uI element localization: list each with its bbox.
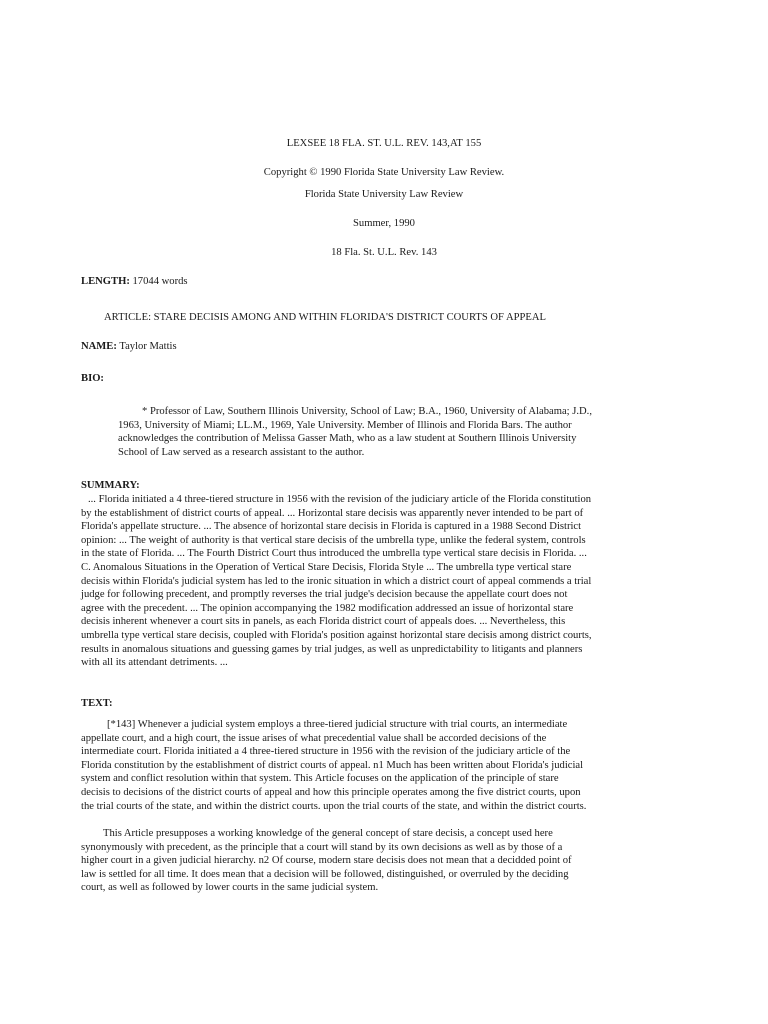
- bio-line: acknowledges the contribution of Melissa Gasser Math, who as a law student at Southern Illinois University: [118, 433, 577, 445]
- text-line: [*143] Whenever a judicial system employs a three-tiered judicial structure with trial courts, an intermediate: [107, 719, 568, 730]
- text-line: the trial courts of the state, and within the district courts. upon the trial courts of the state, and within the district courts.: [81, 800, 587, 812]
- text-line: court, as well as followed by lower courts in the same judicial system.: [81, 882, 379, 894]
- text-line: decisis to decisions of the district courts of appeal and how this principle operates among the five district courts, upon: [81, 786, 581, 798]
- text-label: TEXT:: [81, 698, 113, 709]
- summary-line: judge for following precedent, and promptly reverses the trial judge's decision because the appellate court does not: [81, 589, 568, 601]
- volume-citation: 18 Fla. St. U.L. Rev. 143: [331, 247, 437, 258]
- text-line: synonymously with precedent, as the principle that a court will stand by its own decisions as well as by those of a: [81, 841, 563, 853]
- text-line: Florida constitution by the establishment of district courts of appeal. n1 Much has been written about Florida's judicial: [81, 759, 584, 771]
- text-line: system and conflict resolution within that system. This Article focuses on the application of the principle of stare: [81, 773, 559, 785]
- bio-label: BIO:: [81, 373, 104, 384]
- bio-line: * Professor of Law, Southern Illinois University, School of Law; B.A., 1960, University of Alabama; J.D.,: [142, 406, 592, 417]
- summary-line: decisis inherent whenever a court sits in panels, as each Florida district court of appeals does. ... Nevertheless, this: [81, 616, 566, 628]
- summary-line: Florida's appellate structure. ... The absence of horizontal stare decisis in Florida is captured in a 1988 Second District: [81, 521, 582, 533]
- name-label: NAME:: [81, 341, 117, 352]
- text-line: law is settled for all time. It does mean that a decision will be followed, distinguished, or overruled by the deciding: [81, 868, 569, 880]
- summary-line: umbrella type vertical stare decisis, coupled with Florida's position against horizontal stare decisis among district courts,: [81, 629, 592, 641]
- citation-header: LEXSEE 18 FLA. ST. U.L. REV. 143,AT 155: [286, 138, 482, 149]
- copyright-line: Copyright © 1990 Florida State University Law Review.: [263, 167, 505, 178]
- bio-text: [118, 405, 678, 459]
- length-line: [81, 275, 188, 289]
- summary-line: opinion: ... The weight of authority is that vertical stare decisis of the umbrella type, unlike the federal system, controls: [81, 534, 586, 546]
- summary-line: decisis within Florida's judicial system has led to the ironic situation in which a district court of appeal commends a trial: [81, 575, 592, 587]
- article-title: ARTICLE: STARE DECISIS AMONG AND WITHIN FLORIDA'S DISTRICT COURTS OF APPEAL: [104, 312, 547, 323]
- length-value: 17044 words: [129, 276, 188, 287]
- summary-line: ... Florida initiated a 4 three-tiered structure in 1956 with the revision of the judiciary article of the Florida constitution: [88, 494, 592, 505]
- name-line: [81, 340, 177, 354]
- summary-line: with all its attendant detriments. ...: [81, 657, 228, 669]
- text-line: appellate court, and a high court, the issue arises of what precedential value shall be accorded decisions of the: [81, 732, 547, 744]
- summary-line: agree with the precedent. ... The opinion accompanying the 1982 modification addressed an issue of horizontal stare: [81, 602, 574, 614]
- journal-name: Florida State University Law Review: [304, 189, 464, 200]
- text-paragraph-2: [81, 827, 701, 895]
- text-paragraph-1: [81, 718, 701, 813]
- summary-text: [81, 493, 701, 670]
- summary-line: in the state of Florida. ... The Fourth District Court thus introduced the umbrella type vertical stare decisis in Florida. ...: [81, 548, 587, 560]
- text-line: higher court in a given judicial hierarchy. n2 Of course, modern stare decisis does not mean that a decidded point of: [81, 855, 572, 867]
- summary-label: SUMMARY:: [81, 480, 140, 491]
- bio-line: School of Law served as a research assistant to the author.: [118, 446, 365, 458]
- summary-line: results in anomalous situations and guessing games by trial judges, as well as unpredictability to litigants and planners: [81, 643, 583, 655]
- summary-line: by the establishment of district courts of appeal. ... Horizontal stare decisis was apparently never intended to be part of: [81, 507, 584, 519]
- summary-line: C. Anomalous Situations in the Operation of Vertical Stare Decisis, Florida Style ... The umbrella type vertical stare: [81, 561, 572, 573]
- text-line: intermediate court. Florida initiated a 4 three-tiered structure in 1956 with the revision of the judiciary article of the: [81, 746, 571, 758]
- bio-line: 1963, University of Miami; LL.M., 1969, Yale University. Member of Illinois and Florida Bars. The author: [118, 419, 572, 431]
- author-name: Taylor Mattis: [116, 341, 177, 352]
- issue-date: Summer, 1990: [353, 218, 415, 229]
- text-line: This Article presupposes a working knowledge of the general concept of stare decisis, a concept used here: [103, 828, 553, 839]
- length-label: LENGTH:: [81, 276, 130, 287]
